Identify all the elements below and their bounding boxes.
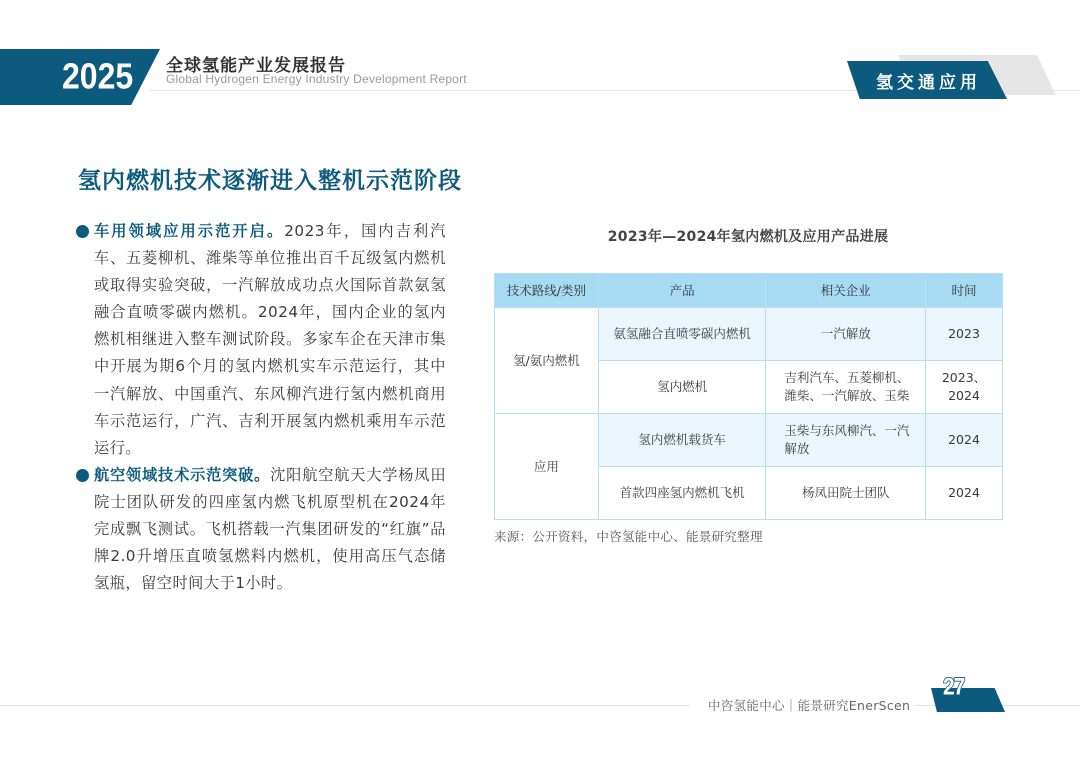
footer-divider-left <box>0 705 690 706</box>
report-subtitle: Global Hydrogen Energy Industry Development Report <box>166 72 467 86</box>
progress-table <box>494 273 1003 520</box>
time-cell: 2024 <box>926 467 1003 520</box>
column-header: 产品 <box>598 274 766 308</box>
bullet-lead: 航空领域技术示范突破。 <box>94 465 271 484</box>
column-header: 时间 <box>926 274 1003 308</box>
footer-org-text: 中咨氢能中心｜能景研究EnerScen <box>708 698 911 713</box>
table-row <box>495 414 1003 467</box>
bullet-list <box>76 218 446 597</box>
company-cell: 吉利汽车、五菱柳机、潍柴、一汽解放、玉柴 <box>766 361 926 414</box>
table-source-note: 来源：公开资料，中咨氢能中心、能景研究整理 <box>494 529 763 544</box>
column-header: 相关企业 <box>766 274 926 308</box>
category-cell: 应用 <box>495 414 599 520</box>
product-cell: 氨氢融合直喷零碳内燃机 <box>598 308 766 361</box>
footer-divider-mid <box>915 705 935 706</box>
time-cell: 2023 <box>926 308 1003 361</box>
bullet-text: 沈阳航空航天大学杨凤田院士团队研发的四座氢内燃飞机原型机在2024年完成飘飞测试。飞机搭载一汽集团研发的“红旗”品牌2.0升增压直喷氢燃料内燃机，使用高压气态储氢瓶，留空时间大于1小时。 <box>94 465 447 593</box>
report-title: 全球氢能产业发展报告 <box>166 56 346 76</box>
category-cell: 氢/氨内燃机 <box>495 308 599 414</box>
time-cell: 2023、2024 <box>926 361 1003 414</box>
table-header-row <box>495 274 1003 308</box>
bullet-dot-icon <box>76 469 89 482</box>
bullet-item-aviation <box>76 462 446 597</box>
time-cell: 2024 <box>926 414 1003 467</box>
product-cell: 氢内燃机 <box>598 361 766 414</box>
table-caption: 2023年—2024年氢内燃机及应用产品进展 <box>607 229 889 245</box>
bullet-lead: 车用领域应用示范开启。 <box>94 222 285 240</box>
report-year: 2025 <box>62 56 134 97</box>
column-header: 技术路线/类别 <box>495 274 599 308</box>
company-cell: 一汽解放 <box>766 308 926 361</box>
footer-divider-right <box>1000 705 1080 706</box>
page-number: 27 <box>943 674 965 701</box>
bullet-text: 2023年，国内吉利汽车、五菱柳机、潍柴等单位推出百千瓦级氢内燃机或取得实验突破，一汽解放成功点火国际首款氨氢融合直喷零碳内燃机。2024年，国内企业的氢内燃机相继进入整车测试阶段。多家车企在天津市集中开展为期6个月的氢内燃机实车示范运行，其中一汽解放、中国重汽、东风柳汽进行氢内燃机商用车示范运行，广汽、吉利开展氢内燃机乘用车示范运行。 <box>94 222 446 457</box>
section-tag: 氢交通应用 <box>876 73 981 93</box>
bullet-item-vehicle <box>76 218 446 462</box>
company-cell: 杨凤田院士团队 <box>766 467 926 520</box>
product-cell: 氢内燃机载货车 <box>598 414 766 467</box>
bullet-dot-icon <box>76 225 89 238</box>
company-cell: 玉柴与东风柳汽、一汽解放 <box>766 414 926 467</box>
page-title: 氢内燃机技术逐渐进入整机示范阶段 <box>78 168 462 194</box>
table-row <box>495 308 1003 361</box>
product-cell: 首款四座氢内燃机飞机 <box>598 467 766 520</box>
